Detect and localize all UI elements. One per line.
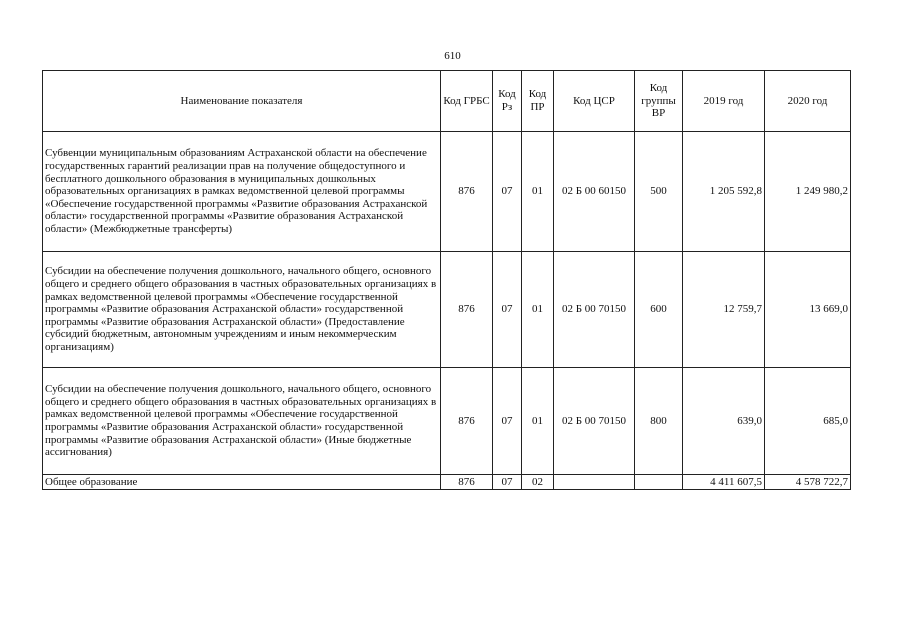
row-rz: 07 (493, 475, 522, 490)
row-csr: 02 Б 00 70150 (554, 368, 635, 475)
row-name: Общее образование (43, 475, 441, 490)
row-pr: 01 (522, 252, 554, 368)
row-2020: 685,0 (765, 368, 851, 475)
table-row (43, 132, 851, 252)
header-pr: Код ПР (522, 71, 554, 132)
row-csr (554, 475, 635, 490)
row-grbs: 876 (441, 368, 493, 475)
row-2020: 4 578 722,7 (765, 475, 851, 490)
row-name: Субсидии на обеспечение получения дошкольного, начального общего, основного общего и среднего общего образования в частных образовательных организациях в рамках ведомственной целевой программы «Обеспечение государственной программы «Развитие образования Астраханской области» государственной программы «Развитие образования Астраханской области» (Иные бюджетные ассигнования) (43, 368, 441, 475)
header-2020: 2020 год (765, 71, 851, 132)
row-2019: 1 205 592,8 (683, 132, 765, 252)
row-vr: 600 (635, 252, 683, 368)
header-rz: Код Рз (493, 71, 522, 132)
row-2019: 4 411 607,5 (683, 475, 765, 490)
row-csr: 02 Б 00 70150 (554, 252, 635, 368)
header-name: Наименование показателя (43, 71, 441, 132)
table-header-row (43, 71, 851, 132)
row-name: Субвенции муниципальным образованиям Астраханской области на обеспечение государственных гарантий реализации прав на получение общедоступного и бесплатного дошкольного образования в муниципальных дошкольных образовательных организациях в рамках ведомственной целевой программы «Обеспечение государственной программы «Развитие образования Астраханской области» государственной программы «Развитие образования Астраханской области» (Межбюджетные трансферты) (43, 132, 441, 252)
budget-table (42, 70, 851, 490)
table-row (43, 252, 851, 368)
header-2019: 2019 год (683, 71, 765, 132)
row-name: Субсидии на обеспечение получения дошкольного, начального общего, основного общего и среднего общего образования в частных образовательных организациях в рамках ведомственной целевой программы «Обеспечение государственной программы «Развитие образования Астраханской области» государственной программы «Развитие образования Астраханской области» (Предоставление субсидий бюджетным, автономным учреждениям и иным некоммерческим организациям) (43, 252, 441, 368)
row-2020: 1 249 980,2 (765, 132, 851, 252)
header-vr: Код группы ВР (635, 71, 683, 132)
row-rz: 07 (493, 368, 522, 475)
header-csr: Код ЦСР (554, 71, 635, 132)
row-2019: 639,0 (683, 368, 765, 475)
row-pr: 02 (522, 475, 554, 490)
row-rz: 07 (493, 132, 522, 252)
row-2020: 13 669,0 (765, 252, 851, 368)
row-vr: 800 (635, 368, 683, 475)
row-csr: 02 Б 00 60150 (554, 132, 635, 252)
row-grbs: 876 (441, 132, 493, 252)
page-number: 610 (444, 50, 461, 62)
table-row (43, 368, 851, 475)
row-2019: 12 759,7 (683, 252, 765, 368)
header-grbs: Код ГРБС (441, 71, 493, 132)
table-row (43, 475, 851, 490)
row-grbs: 876 (441, 252, 493, 368)
row-pr: 01 (522, 132, 554, 252)
row-pr: 01 (522, 368, 554, 475)
row-rz: 07 (493, 252, 522, 368)
row-grbs: 876 (441, 475, 493, 490)
row-vr: 500 (635, 132, 683, 252)
row-vr (635, 475, 683, 490)
